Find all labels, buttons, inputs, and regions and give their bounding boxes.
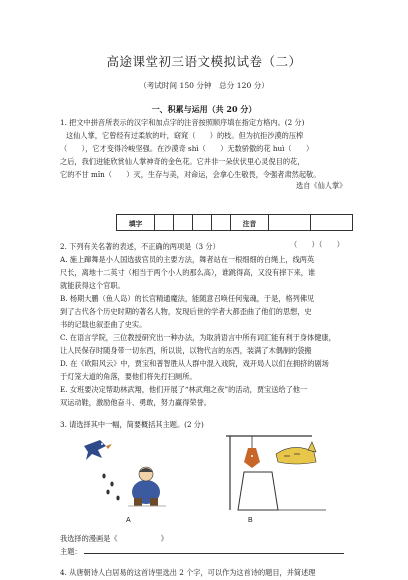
grid-label-fill: 填字 [117,215,155,231]
cartoon-b [216,432,346,512]
q1-line: 这仙人掌，它曾经有过柔软的叶，窈窕（ ）的枝。但为抗拒沙漠的压榨 [66,131,304,140]
q2-line: 让人民保存时随身带一切东西，所以说，以物代言的东西，装满了木偶制的袋搬 [60,346,312,355]
q3-choice-prompt: 我选择的漫画是《 》 [60,534,168,543]
bird-icon [84,440,112,460]
person-icon [128,467,166,506]
q2-line: 到了古代各个历史时期的著名人物，发现后世的学者大都歪曲了他们的思想，史 [60,307,312,316]
q2-line: 双运动鞋，激励他奋斗、勇敢，努力赢得荣誉。 [60,398,211,407]
q3-theme-label [60,545,360,558]
answer-grid [116,214,353,231]
cartoon-a [62,432,192,512]
cartoon-a-label: A [126,517,131,524]
fish-icon [244,448,260,468]
q2-answer-paren: （ ）（ ） [290,240,344,249]
grid-cell[interactable] [193,215,212,231]
q1-line: （ ），它才变得冷峻坚强。在沙漠奇 shì（ ）无数骄傲的花 huì（ ） [60,144,314,153]
grid-cell[interactable] [212,215,231,231]
grid-cell[interactable] [269,215,311,231]
cartoon-b-label: B [248,517,253,524]
table-icon [238,472,326,510]
exam-subtitle: （考试时间 150 分钟 总分 120 分） [139,81,269,90]
grid-cell[interactable] [174,215,193,231]
q2-line: D. 在《欧阳风云》中，贾宝和普智胜从人群中混入戏院，戏开局人以们在拥挤的剧场 [60,359,329,368]
q2-line: 就能获得这个官职。 [60,281,125,290]
q2-line: 尺长，离地十二英寸（相当于两个小人的那么高），谁跳得高，又没有摔下来，谁 [60,268,316,277]
q1-source: 选自《仙人掌》 [296,181,347,190]
q2-line: 于灯笼大道的角落，要他们将先打扫厕所。 [60,372,197,381]
q1-line: 它的不甘 mǐn（ ）灭，生存与美，对命运，会拿心生敬畏，令强者肃然起敬。 [60,170,321,179]
grid-cell[interactable] [155,215,174,231]
q2-line: 书的记载也叙歪曲了史实。 [60,320,147,329]
exam-title: 高途课堂初三语文模拟试卷（二） [106,54,302,69]
grid-cell[interactable] [311,215,353,231]
section-heading: 一、积累与运用（共 20 分） [151,104,257,114]
footprints-icon [102,474,119,501]
grid-label-pinyin: 注音 [231,215,269,231]
q3-theme-text: 主题： [60,547,82,556]
q3-stem: 3. 请选择其中一幅，简要概括其主题。(2 分) [60,420,204,429]
q2-line: A. 施上蹿舞是小人国选拔官员的主要方法，舞者站在一根细细的白绳上，线两英 [60,255,315,264]
q2-line: C. 在语言学院，三位教授研究出一种办法，为取消语言中所有词汇能有利于身体健康， [60,333,336,342]
q4-stem: 4. 从唐朝诗人白居易的这首诗里选出 2 个字，可以作为这首诗的题目，并简述理 [60,568,316,577]
q2-stem: 2. 下列有关名著的表述，不正确的两项是（3 分） [60,242,220,251]
q1-line: 之后，我们迸能欣赏仙人掌神奇的金色花。它并非一朵伏伏里心灵倪目的花， [60,157,305,166]
q2-line: E. 女班要决定帮助林武翔，他们开展了“林武翔之夜”的活动，贾宝送给了他一 [60,385,308,394]
cat-icon [276,442,316,464]
q3-theme-answer-line[interactable] [84,545,344,554]
q2-line: B. 杨期大鹏（鱼人岛）的长官精通魔法，能随意召唤任何鬼魂，于是，格列佛见 [60,294,315,303]
q1-stem: 1. 把文中拼音所表示的汉字和加点字的注音按照顺序填在指定方格内。(2 分) [60,118,305,127]
